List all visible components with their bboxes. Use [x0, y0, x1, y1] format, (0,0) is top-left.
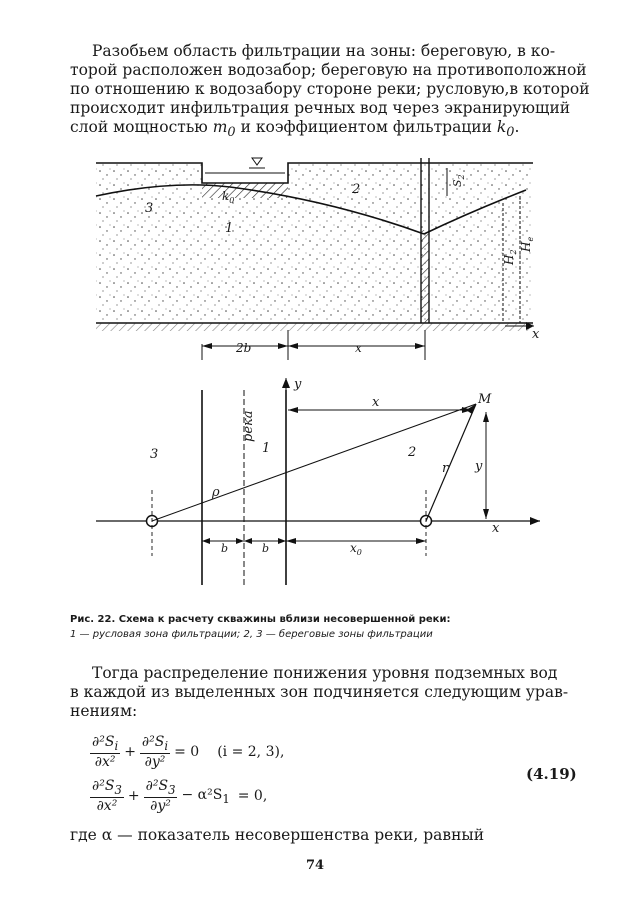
b-right-label: b: [262, 542, 270, 555]
body-paragraph-2: [70, 664, 570, 721]
intro-line-4: происходит инфильтрация речных вод через экранирующий: [70, 99, 571, 117]
x-distance-label: x: [372, 395, 380, 410]
zone-3-label: 3: [145, 201, 154, 216]
plan-zone-2-label: 2: [408, 445, 417, 460]
he-label: $H_e$: [519, 236, 535, 252]
intro-line-2: торой расположен водозабор; береговую на противоположной: [70, 61, 587, 79]
b-left-label: b: [221, 542, 229, 555]
figure-caption: [70, 612, 570, 642]
equation-2: $\frac{\partial^2S_3}{\text{∂x²}}$ + $\frac{\partial^2S_3}{\text{∂y²}}$ − $\alpha^2S_1 = 0$,: [92, 778, 268, 814]
eq2-frac-2: $\frac{\partial^2S_3}{\text{∂y²}}$: [145, 778, 176, 814]
s2-label: $S_2$: [451, 174, 466, 187]
equation-number: (4.19): [526, 765, 577, 783]
intro-line-3: по отношению к водозабору стороне реки; русловую,в которой: [70, 80, 590, 98]
intro-line-5-and: и коэффициентом фильтрации: [240, 118, 492, 136]
caption-title: Рис. 22. Схема к расчету скважины вблизи несовершенной реки:: [70, 614, 451, 625]
intro-line-5-prefix: слой мощностью: [70, 118, 208, 136]
caption-legend: 1 — русловая зона фильтрации; 2, 3 — береговые зоны фильтрации: [70, 629, 433, 640]
intro-line-5: слой мощностью $m_0$ и коэффициентом фильтрации $k_0$.: [70, 118, 520, 141]
k0-label: $k_0$: [222, 189, 235, 205]
body2-line-2: в каждой из выделенных зон подчиняется следующим урав-: [70, 683, 569, 701]
closing-line: где α — показатель несовершенства реки, равный: [70, 826, 485, 844]
y-distance-label: y: [475, 459, 483, 474]
y-axis-label: y: [294, 377, 302, 392]
x-axis-label: x: [532, 327, 540, 342]
width-2b-label: 2b: [236, 341, 252, 355]
plan-x-axis-label: x: [492, 521, 500, 536]
plan-zone-1-label: 1: [262, 441, 271, 456]
body2-line-1: Тогда распределение понижения уровня подземных вод: [92, 664, 558, 682]
x0-label: $x_0$: [350, 541, 362, 557]
body2-line-3: нениям:: [70, 702, 138, 720]
point-m-label: M: [478, 392, 492, 407]
k0-symbol: $k_0$: [496, 118, 515, 141]
rho-label: ρ: [212, 485, 220, 500]
page-number: 74: [306, 858, 325, 873]
equation-1: $\frac{\partial^2S_i}{\text{∂x²}}$ + $\frac{\partial^2S_i}{\text{∂y²}}$ = 0 (i = 2, 3),: [92, 734, 285, 770]
zone-2-label: 2: [352, 182, 361, 197]
rho-ray: [152, 404, 476, 521]
intro-line-1: Разобьем область фильтрации на зоны: береговую, в ко-: [92, 42, 556, 60]
r-label: r: [442, 461, 449, 476]
river-label: река: [241, 410, 256, 442]
zone-1-label: 1: [225, 221, 234, 236]
plan-zone-3-label: 3: [150, 447, 159, 462]
distance-x-label: x: [355, 341, 362, 355]
eq1-frac-2: $\frac{\partial^2S_i}{\text{∂y²}}$: [141, 734, 169, 770]
r-ray: [426, 404, 476, 521]
m0-symbol: $m_0$: [212, 118, 236, 141]
h2-label: $H_2$: [502, 249, 518, 265]
eq1-frac-1: $\frac{\partial^2S_i}{\text{∂x²}}$: [92, 734, 119, 770]
eq2-frac-1: $\frac{\partial^2S_3}{\text{∂x²}}$: [92, 778, 122, 814]
